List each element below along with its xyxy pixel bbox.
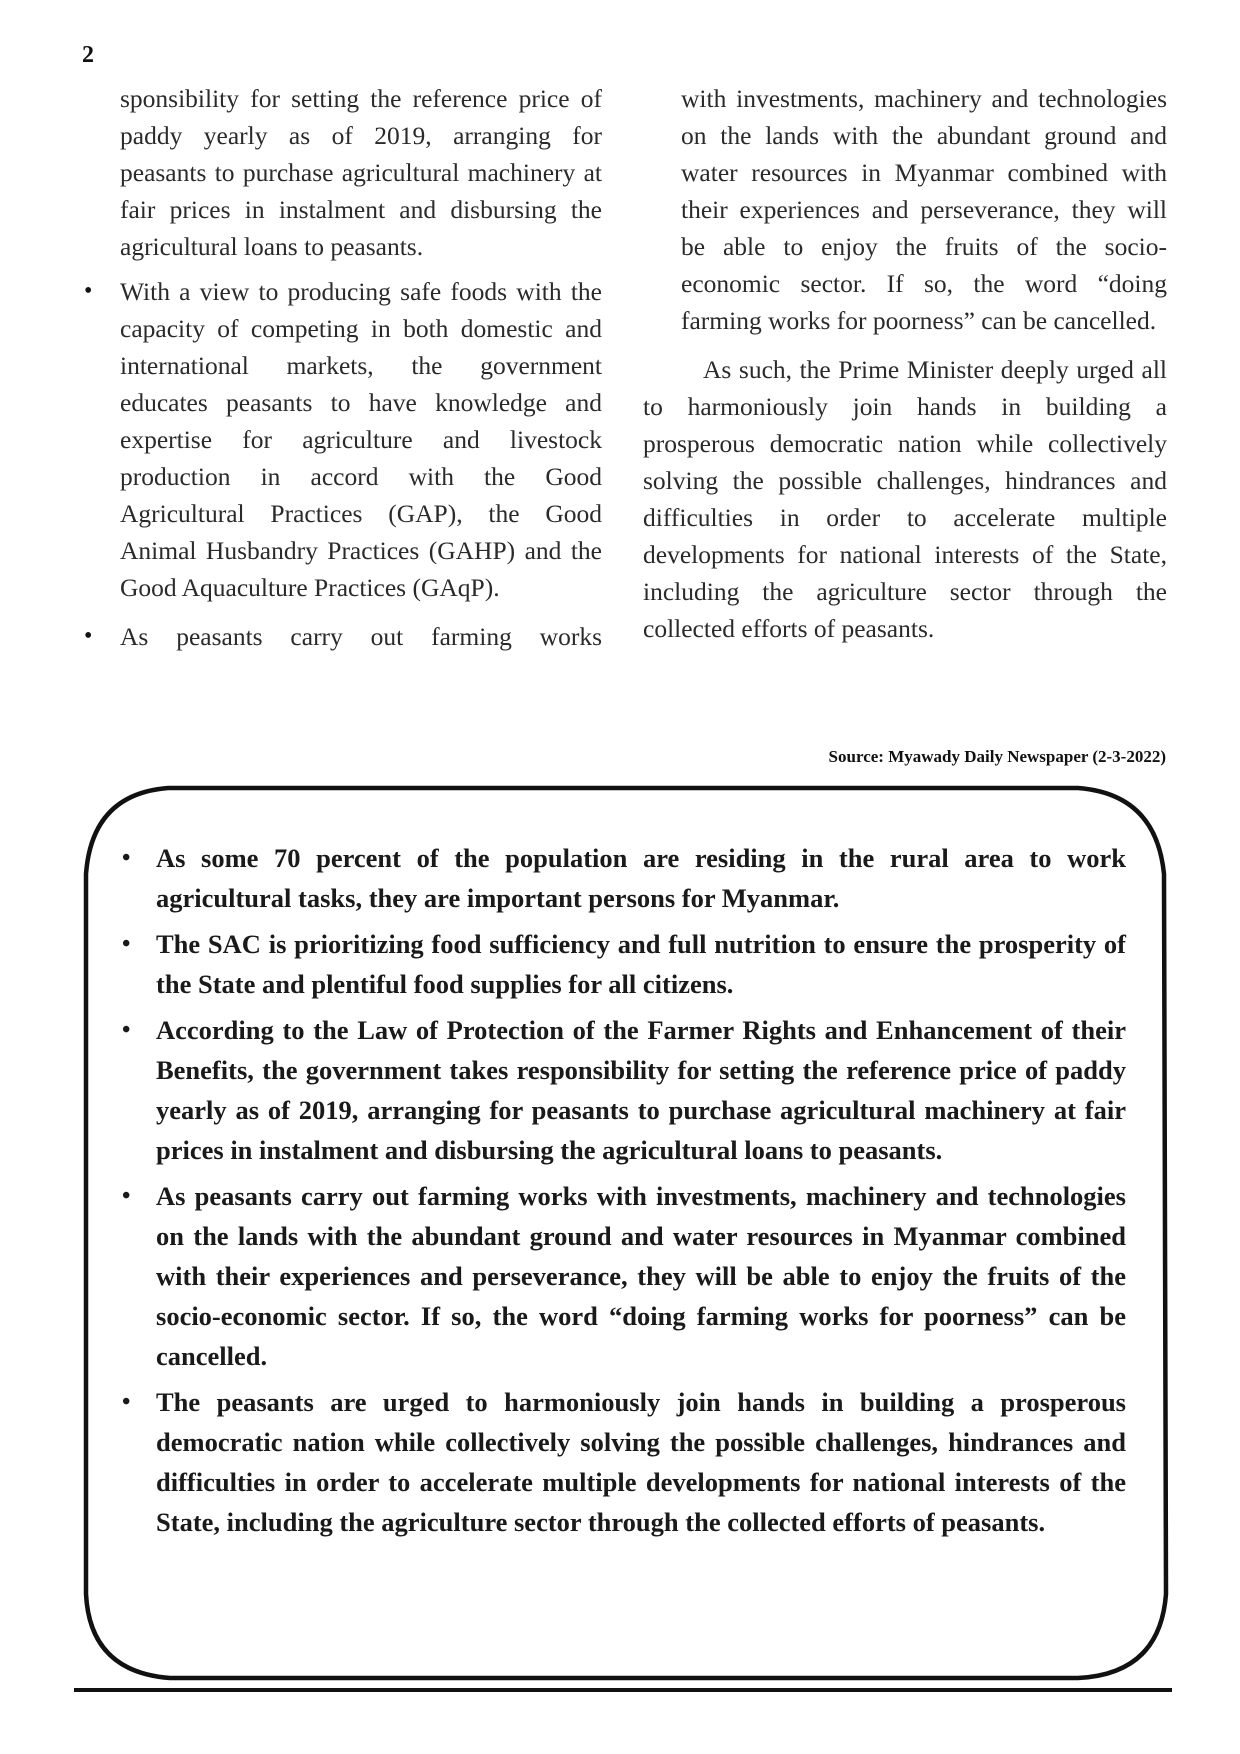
list-item: [118, 924, 1126, 1004]
list-item: [82, 618, 602, 655]
source-citation: Source: Myawady Daily Newspaper (2-3-2022): [828, 747, 1166, 766]
right-column: [643, 80, 1167, 647]
bullet-icon: •: [84, 623, 93, 649]
list-item: [118, 1010, 1126, 1170]
list-item: [118, 1176, 1126, 1376]
bullet-icon: •: [122, 1183, 131, 1209]
summary-bullet-list: [118, 838, 1126, 1548]
bullet-icon: •: [122, 931, 131, 957]
bullet-icon: •: [84, 278, 93, 304]
left-bullet-list: [82, 273, 602, 655]
bullet-icon: •: [122, 1389, 131, 1415]
list-item: [118, 1382, 1126, 1542]
left-continuation-text: sponsibility for setting the reference price of paddy yearly as of 2019, arranging for peasants to purchase agricultural machinery at fair prices in instalment and disbursing the agricultural loans to peasants.: [120, 84, 602, 261]
page-number: 2: [82, 42, 94, 68]
summary-bullet-text: As peasants carry out farming works with investments, machinery and technologies on the lands with the abundant ground and water resources in Myanmar combined with their experiences and perseverance, they will be able to enjoy the fruits of the socio-economic sector. If so, the word “doing farming works for poorness” can be cancelled.: [156, 1181, 1126, 1371]
summary-bullet-text: The SAC is prioritizing food sufficiency and full nutrition to ensure the prosperity of the State and plentiful food supplies for all citizens.: [156, 929, 1126, 999]
summary-bullet-text: According to the Law of Protection of the Farmer Rights and Enhancement of their Benefits, the government takes responsibility for setting the reference price of paddy yearly as of 2019, arranging for peasants to purchase agricultural machinery at fair prices in instalment and disbursing the agricultural loans to peasants.: [156, 1015, 1126, 1165]
left-column: [82, 80, 602, 667]
summary-bullet-text: The peasants are urged to harmoniously join hands in building a prosperous democratic nation while collectively solving the possible challenges, hindrances and difficulties in order to accelerate multiple developments for national interests of the State, including the agriculture sector through the collected efforts of peasants.: [156, 1387, 1126, 1537]
bullet-text: As peasants carry out farming works: [120, 622, 602, 651]
summary-bullet-text: As some 70 percent of the population are residing in the rural area to work agricultural tasks, they are important persons for Myanmar.: [156, 843, 1126, 913]
bullet-icon: •: [122, 845, 131, 871]
bullet-icon: •: [122, 1017, 131, 1043]
bullet-text: With a view to producing safe foods with the capacity of competing in both domestic and international markets, the government educates peasants to have knowledge and expertise for agriculture and livestock production in accord with the Good Agricultural Practices (GAP), the Good Animal Husbandry Practices (GAHP) and the Good Aquaculture Practices (GAqP).: [120, 277, 602, 602]
right-paragraph: As such, the Prime Minister deeply urged all to harmoniously join hands in building a prosperous democratic nation while collectively solving the possible challenges, hindrances and difficulties in order to accelerate multiple developments for national interests of the State, including the agriculture sector through the collected efforts of peasants.: [643, 355, 1167, 643]
right-continuation-text: with investments, machinery and technologies on the lands with the abundant ground and water resources in Myanmar combined with their experiences and perseverance, they will be able to enjoy the fruits of the socio-economic sector. If so, the word “doing farming works for poorness” can be cancelled.: [681, 84, 1167, 335]
list-item: [118, 838, 1126, 918]
list-item: [82, 273, 602, 606]
footer-rule: [74, 1688, 1172, 1692]
